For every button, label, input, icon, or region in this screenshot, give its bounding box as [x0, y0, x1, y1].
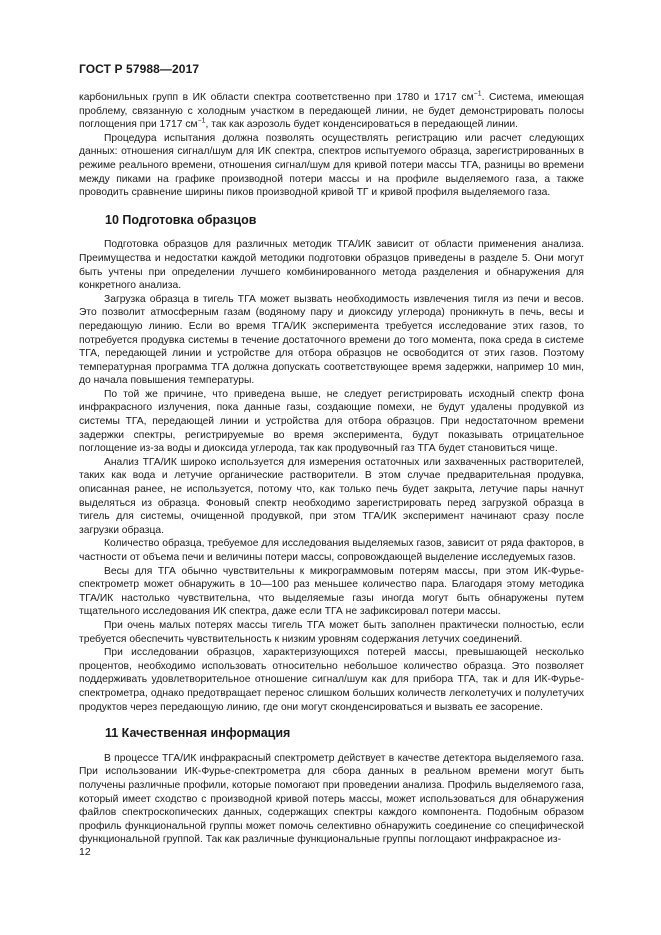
page-content: [79, 91, 584, 847]
paragraph: Количество образца, требуемое для исследования выделяемых газов, зависит от ряда факторов, в частности от объема печи и величины потери массы, сопровождающей выделение исследуемых газов.: [79, 538, 584, 563]
paragraph: Процедура испытания должна позволять осуществлять регистрацию или расчет следующих данных: отношения сигнал/шум для ИК спектра, спектров испытуемого образца, зарегистрированных в режиме реального времени, отношения сигнал/шум для кривой потери массы ТГА, разницы во времени между пиками на графике производной потери массы и на профиле выделяемого газа, а также проводить сравнение ширины пиков производной кривой ТГ и кривой профиля выделяемого газа.: [79, 132, 584, 199]
standard-header: ГОСТ Р 57988—2017: [79, 62, 200, 76]
paragraph: Анализ ТГА/ИК широко используется для измерения остаточных или захваченных растворителей, таких как вода и летучие органические растворители. В этом случае предварительная продувка, описанная ранее, не используется, потому что, как только печь будет закрыта, летучие пары начнут выделяться из образца. Фоновый спектр необходимо зарегистрировать перед загрузкой образца в тигель для системы, очищенной продувкой, при этом ТГА/ИК эксперимент начинают сразу после загрузки образца.: [79, 456, 584, 536]
continued-paragraph: карбонильных групп в ИК области спектра соответственно при 1780 и 1717 $см^{-1}$. Система, имеющая проблему, связанную с холодным участком в передающей линии, не будет демонстрировать полосы поглощения при 1717 $см^{-1}$, так как аэрозоль будет конденсироваться в передающей линии.: [79, 90, 584, 131]
paragraph: При исследовании образцов, характеризующихся потерей массы, превышающей несколько процентов, необходимо использовать относительно небольшое количество образца. Это позволяет поддерживать удовлетворительное отношение сигнал/шум как для прибора ТГА, так и для ИК-Фурье-спектрометра, однако предотвращает перенос слишком больших количеств легколетучих и полулетучих продуктов через передающую линию, где они могут сконденсироваться и вызвать ее засорение.: [79, 647, 584, 713]
paragraph: По той же причине, что приведена выше, не следует регистрировать исходный спектр фона инфракрасного излучения, пока данные газы, создающие помехи, не будут удалены продувкой из системы ТГА, передающей линии и устройства для отбора образцов. При недостаточном времени задержки спектры, регистрируемые во время эксперимента, будут показывать отрицательное поглощение из-за воды и диоксида углерода, так как продувочный газ ТГА будет становиться чище.: [79, 388, 584, 455]
paragraph: При очень малых потерях массы тигель ТГА может быть заполнен практически полностью, если требуется обеспечить чувствительность к низким уровням содержания летучих соединений.: [79, 619, 584, 645]
section-heading-10: 10 Подготовка образцов: [105, 212, 257, 227]
paragraph: В процессе ТГА/ИК инфракрасный спектрометр действует в качестве детектора выделяемого газа. При использовании ИК-Фурье-спектрометра для сбора данных в реальном времени могут быть получены различные профили, которые помогают при проведении анализа. Профиль выделяемого газа, который имеет сходство с производной кривой потерь массы, может использоваться для обнаружения файлов спектроскопических данных, содержащих спектры каждого компонента. Подобным образом профиль функциональной группы может помочь селективно обнаружить соединение со специфической функциональной группой. Так как различные функциональные группы поглощают инфракрасное из-: [79, 752, 584, 846]
section-heading-11: 11 Качественная информация: [105, 726, 291, 741]
paragraph: Подготовка образцов для различных методик ТГА/ИК зависит от области применения анализа. Преимущества и недостатки каждой методики подготовки образцов приведены в разделе 5. Они могут быть учтены при определении лучшего комбинированного метода разделения и обнаружения для конкретного анализа.: [79, 239, 584, 292]
paragraph: Загрузка образца в тигель ТГА может вызвать необходимость извлечения тигля из печи и весов. Это позволит атмосферным газам (водяному пару и диоксиду углерода) проникнуть в печь, весы и передающую линию. Если во время ТГА/ИК эксперимента требуется исследование этих газов, то потребуется продувка системы в течение достаточного времени до того момента, пока среда в системе ТГА, передающей линии и устройстве для отбора образцов не освободится от этих газов. Поэтому температурная программа ТГА должна допускать соответствующее время задержки, например 10 мин, до начала повышения температуры.: [79, 293, 584, 387]
paragraph: Весы для ТГА обычно чувствительны к микрограммовым потерям массы, при этом ИК-Фурье-спектрометр может обнаружить в 10—100 раз меньшее количество пара. Благодаря этому методика ТГА/ИК настолько чувствительна, что выделяемые газы иногда могут быть обнаружены путем тщательного исследования ИК спектра, даже если ТГА не зафиксировал потери массы.: [79, 565, 584, 618]
page-number: 12: [79, 846, 91, 858]
